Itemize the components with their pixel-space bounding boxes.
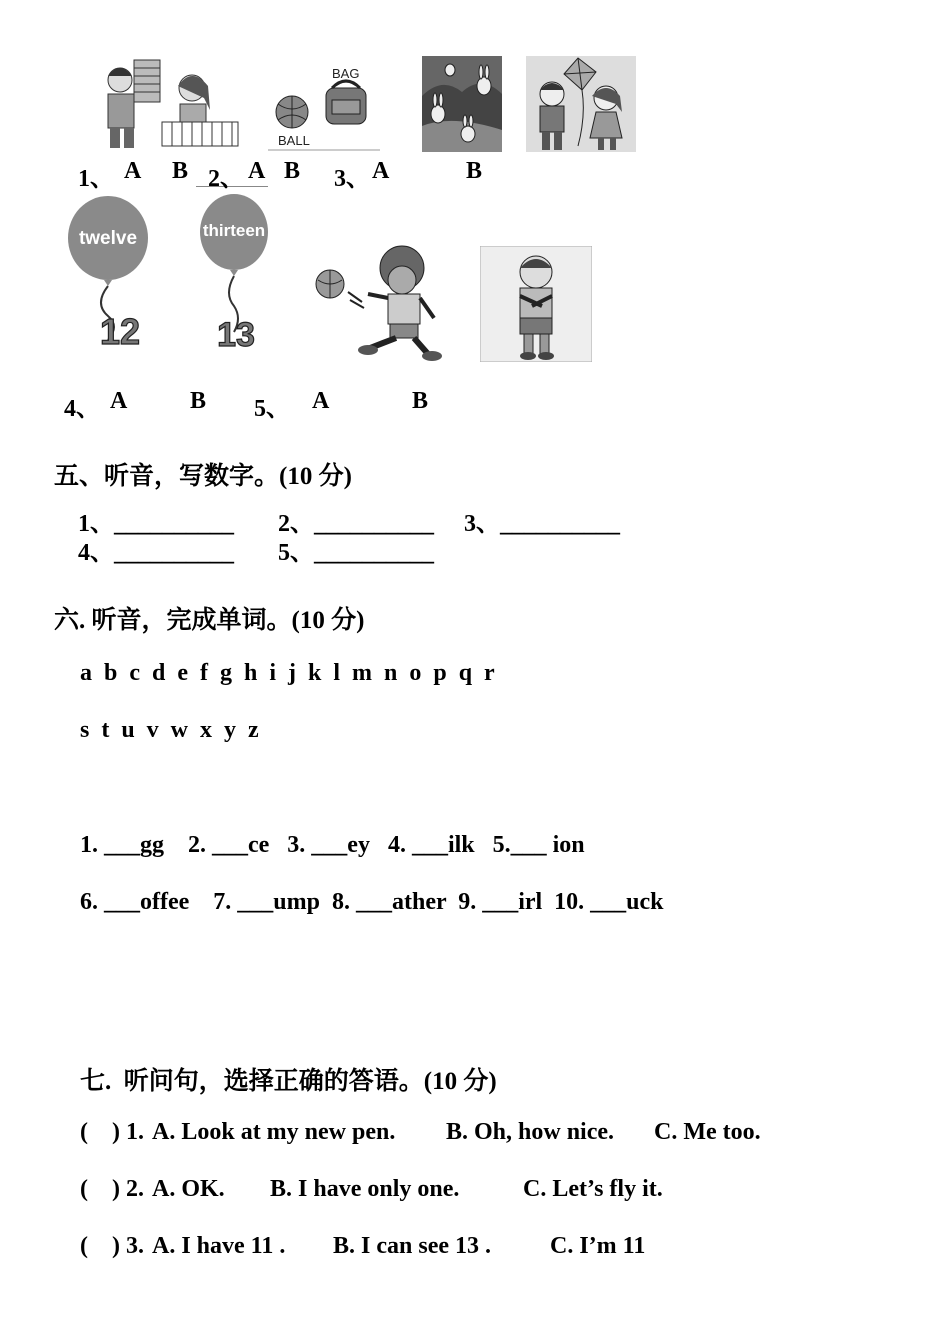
label-5b: B <box>412 388 429 414</box>
alphabet-line-2: s t u v w x y z <box>80 717 259 743</box>
label-5a: A <box>312 388 330 414</box>
balloon-thirteen-number: 13 <box>217 316 255 354</box>
label-1a: A <box>124 158 142 184</box>
question-2-bracket[interactable]: ( ) 2. <box>80 1176 144 1202</box>
label-3: 3、 <box>334 166 370 192</box>
label-1b: B <box>172 158 189 184</box>
label-4a: A <box>110 388 128 414</box>
question-1-option-b: B. Oh, how nice. <box>446 1119 615 1145</box>
section5-title: 五、听音，写数字。(10 分) <box>54 463 352 490</box>
picture-balloon-thirteen <box>196 194 272 360</box>
label-2a: A <box>248 158 266 184</box>
question-3-option-b: B. I can see 13 . <box>333 1233 491 1259</box>
label-3b: B <box>466 158 483 184</box>
picture-children-with-books <box>100 50 240 152</box>
picture-rabbits <box>422 56 502 152</box>
question-2-option-a: A. OK. <box>152 1176 225 1202</box>
label-5: 5、 <box>254 396 290 422</box>
word-blanks-line-2[interactable]: 6. ___offee 7. ___ump 8. ___ather 9. ___irl 10. ___uck <box>80 889 664 915</box>
question-2-option-c: C. Let’s fly it. <box>523 1176 663 1202</box>
word-blanks-line-1[interactable]: 1. ___gg 2. ___ce 3. ___ey 4. ___ilk 5.___ ion <box>80 832 585 858</box>
ball-label: BALL <box>278 133 310 148</box>
question-1-bracket[interactable]: ( ) 1. <box>80 1119 144 1145</box>
label-4: 4、 <box>64 396 100 422</box>
question-3-bracket[interactable]: ( ) 3. <box>80 1233 144 1259</box>
question-3-option-a: A. I have 11 . <box>152 1233 286 1259</box>
label-2: 2、 <box>208 166 244 192</box>
question-2-option-b: B. I have only one. <box>270 1176 460 1202</box>
balloon-twelve-text: twelve <box>78 228 138 249</box>
section5-blank-4[interactable]: 4、__________ <box>78 540 234 566</box>
label-4b: B <box>190 388 207 414</box>
label-1: 1、 <box>78 166 114 192</box>
question-1-option-c: C. Me too. <box>654 1119 761 1145</box>
alphabet-line-1: a b c d e f g h i j k l m n o p q r <box>80 660 495 686</box>
balloon-twelve-number: 12 <box>99 311 141 352</box>
picture-children-with-kite <box>526 56 636 152</box>
section5-blank-2[interactable]: 2、__________ <box>278 511 434 537</box>
label-3a: A <box>372 158 390 184</box>
question-1-option-a: A. Look at my new pen. <box>152 1119 396 1145</box>
question-3-option-c: C. I’m 11 <box>550 1233 646 1259</box>
picture-ball-and-bag <box>268 52 380 152</box>
section7-title: 七. 听问句，选择正确的答语。(10 分) <box>80 1068 497 1095</box>
picture-boy-kicking-ball <box>310 240 446 364</box>
section6-title: 六. 听音，完成单词。(10 分) <box>54 607 365 634</box>
section5-blank-1[interactable]: 1、__________ <box>78 511 234 537</box>
bag-label: BAG <box>332 66 360 81</box>
label-2b: B <box>284 158 301 184</box>
picture-boy-standing <box>480 246 592 362</box>
section5-blank-3[interactable]: 3、__________ <box>464 511 620 537</box>
picture-balloon-twelve <box>64 194 156 364</box>
balloon-thirteen-text: thirteen <box>202 221 266 240</box>
section5-blank-5[interactable]: 5、__________ <box>278 540 434 566</box>
